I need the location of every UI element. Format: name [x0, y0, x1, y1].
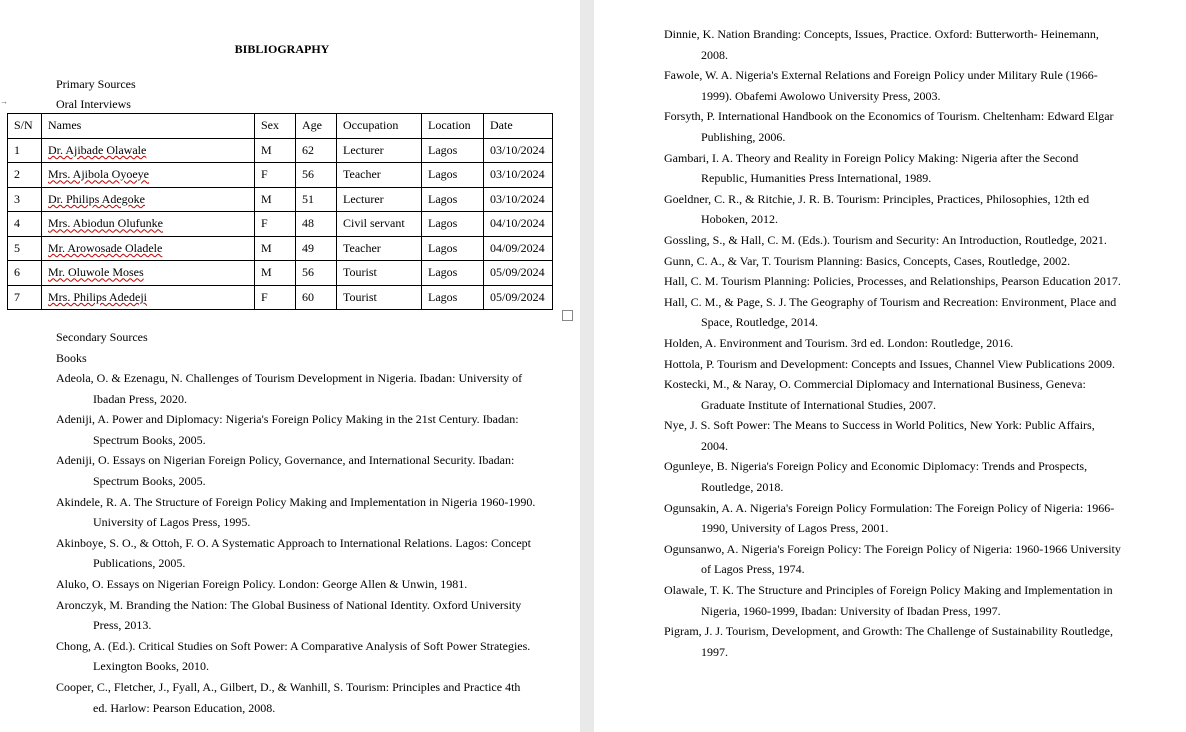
reference-entry: Gossling, S., & Hall, C. M. (Eds.). Tourism and Security: An Introduction, Routledge, 2021. — [664, 232, 1107, 247]
reference-entry: Chong, A. (Ed.). Critical Studies on Soft Power: A Comparative Analysis of Soft Power Strategies. Lexington Books, 2010. — [56, 638, 531, 674]
references-list-left — [56, 368, 536, 718]
sn-cell: 1 — [8, 138, 42, 163]
sex-cell: M — [255, 187, 296, 212]
header-cell: Location — [422, 114, 484, 139]
age-cell: 48 — [296, 212, 337, 237]
occupation-cell: Tourist — [337, 285, 422, 310]
sex-cell: M — [255, 138, 296, 163]
table-row — [8, 212, 553, 237]
reference-entry: Kostecki, M., & Naray, O. Commercial Diplomacy and International Business, Geneva: Graduate Institute of International Studies, 2007. — [664, 377, 1086, 412]
age-cell: 51 — [296, 187, 337, 212]
reference-entry: Dinnie, K. Nation Branding: Concepts, Issues, Practice. Oxford: Butterworth- Heinemann, 2008. — [664, 27, 1099, 62]
date-cell: 03/10/2024 — [484, 138, 553, 163]
header-cell: Date — [484, 114, 553, 139]
reference-entry: Hottola, P. Tourism and Development: Concepts and Issues, Channel View Publications 2009. — [664, 356, 1115, 371]
reference-entry: Holden, A. Environment and Tourism. 3rd ed. London: Routledge, 2016. — [664, 335, 1014, 350]
location-cell: Lagos — [422, 261, 484, 286]
sn-cell: 7 — [8, 285, 42, 310]
location-cell: Lagos — [422, 212, 484, 237]
header-cell: Occupation — [337, 114, 422, 139]
table-row — [8, 138, 553, 163]
reference-entry: Gunn, C. A., & Var, T. Tourism Planning: Basics, Concepts, Cases, Routledge, 2002. — [664, 253, 1071, 268]
reference-entry: Akindele, R. A. The Structure of Foreign Policy Making and Implementation in Nigeria 1960-1990. University of Lagos Press, 1995. — [56, 494, 536, 530]
oral-interviews-table[interactable] — [7, 113, 553, 310]
bibliography-title: BIBLIOGRAPHY — [234, 42, 330, 56]
date-cell: 05/09/2024 — [484, 285, 553, 310]
date-cell: 03/10/2024 — [484, 187, 553, 212]
references-list-right — [664, 24, 1124, 662]
reference-entry: Aronczyk, M. Branding the Nation: The Global Business of National Identity. Oxford University Press, 2013. — [56, 597, 522, 633]
reference-entry: Akinboye, S. O., & Ottoh, F. O. A Systematic Approach to International Relations. Lagos: Concept Publications, 2005. — [56, 535, 531, 571]
reference-entry: Ogunsakin, A. A. Nigeria's Foreign Policy Formulation: The Foreign Policy of Nigeria: 1966-1990, University of Lagos Press, 2001. — [664, 500, 1115, 536]
date-cell: 04/09/2024 — [484, 236, 553, 261]
table-resize-handle[interactable] — [562, 310, 573, 321]
age-cell: 60 — [296, 285, 337, 310]
table-row — [8, 187, 553, 212]
name-cell: Mrs. Abiodun Olufunke — [42, 212, 255, 237]
name-cell: Mrs. Philips Adedeji — [42, 285, 255, 310]
reference-entry: Ogunleye, B. Nigeria's Foreign Policy and Economic Diplomacy: Trends and Prospects, Routledge, 2018. — [664, 459, 1088, 495]
name-cell: Mr. Arowosade Oladele — [42, 236, 255, 261]
reference-entry: Ogunsanwo, A. Nigeria's Foreign Policy: The Foreign Policy of Nigeria: 1960-1966 University of Lagos Press, 1974. — [664, 541, 1121, 577]
name-cell: Dr. Ajibade Olawale — [42, 138, 255, 163]
sn-cell: 3 — [8, 187, 42, 212]
name-cell: Mr. Oluwole Moses — [42, 261, 255, 286]
occupation-cell: Tourist — [337, 261, 422, 286]
sn-cell: 5 — [8, 236, 42, 261]
occupation-cell: Teacher — [337, 236, 422, 261]
reference-entry: Adeniji, A. Power and Diplomacy: Nigeria's Foreign Policy Making in the 21st Century. Ibadan: Spectrum Books, 2005. — [56, 412, 519, 447]
table-anchor-icon: → — [0, 97, 8, 106]
reference-entry: Hall, C. M., & Page, S. J. The Geography of Tourism and Recreation: Environment, Place and Space, Routledge, 2014. — [664, 294, 1117, 330]
sex-cell: F — [255, 163, 296, 188]
document-page-right[interactable] — [594, 0, 1186, 732]
age-cell: 49 — [296, 236, 337, 261]
reference-entry: Olawale, T. K. The Structure and Principles of Foreign Policy Making and Implementation in Nigeria, 1960-1999, Ibadan: University of Ibadan Press, 1997. — [664, 583, 1113, 618]
header-cell: Age — [296, 114, 337, 139]
reference-entry: Forsyth, P. International Handbook on the Economics of Tourism. Cheltenham: Edward Elgar Publishing, 2006. — [664, 109, 1114, 144]
reference-entry: Adeola, O. & Ezenagu, N. Challenges of Tourism Development in Nigeria. Ibadan: University of Ibadan Press, 2020. — [56, 371, 523, 406]
document-page-left[interactable] — [0, 0, 580, 732]
header-cell: Names — [42, 114, 255, 139]
table-row — [8, 261, 553, 286]
age-cell: 56 — [296, 261, 337, 286]
reference-entry: Pigram, J. J. Tourism, Development, and Growth: The Challenge of Sustainability Routledge, 1997. — [664, 624, 1113, 659]
sex-cell: F — [255, 212, 296, 237]
age-cell: 62 — [296, 138, 337, 163]
table-header-row — [8, 114, 553, 139]
reference-entry: Cooper, C., Fletcher, J., Fyall, A., Gilbert, D., & Wanhill, S. Tourism: Principles and Practice 4th ed. Harlow: Pearson Education, 2008. — [56, 679, 521, 715]
location-cell: Lagos — [422, 236, 484, 261]
date-cell: 05/09/2024 — [484, 261, 553, 286]
location-cell: Lagos — [422, 285, 484, 310]
sn-cell: 4 — [8, 212, 42, 237]
sex-cell: F — [255, 285, 296, 310]
date-cell: 03/10/2024 — [484, 163, 553, 188]
reference-entry: Aluko, O. Essays on Nigerian Foreign Policy. London: George Allen & Unwin, 1981. — [56, 576, 468, 591]
primary-sources-heading: Primary Sources — [56, 77, 136, 91]
table-row — [8, 163, 553, 188]
oral-interviews-heading: Oral Interviews — [56, 97, 131, 111]
reference-entry: Fawole, W. A. Nigeria's External Relations and Foreign Policy under Military Rule (1966-1999). Obafemi Awolowo University Press, 2003. — [664, 68, 1098, 103]
header-cell: S/N — [8, 114, 42, 139]
table-row — [8, 236, 553, 261]
secondary-sources-heading: Secondary Sources — [56, 330, 148, 344]
header-cell: Sex — [255, 114, 296, 139]
date-cell: 04/10/2024 — [484, 212, 553, 237]
reference-entry: Nye, J. S. Soft Power: The Means to Success in World Politics, New York: Public Affairs, 2004. — [664, 418, 1095, 453]
occupation-cell: Civil servant — [337, 212, 422, 237]
occupation-cell: Lecturer — [337, 138, 422, 163]
books-heading: Books — [56, 351, 87, 365]
location-cell: Lagos — [422, 138, 484, 163]
reference-entry: Goeldner, C. R., & Ritchie, J. R. B. Tourism: Principles, Practices, Philosophies, 12th ed Hoboken, 2012. — [664, 191, 1090, 227]
reference-entry: Hall, C. M. Tourism Planning: Policies, Processes, and Relationships, Pearson Education 2017. — [664, 274, 1121, 289]
sex-cell: M — [255, 236, 296, 261]
age-cell: 56 — [296, 163, 337, 188]
sn-cell: 6 — [8, 261, 42, 286]
location-cell: Lagos — [422, 187, 484, 212]
name-cell: Dr. Philips Adegoke — [42, 187, 255, 212]
location-cell: Lagos — [422, 163, 484, 188]
reference-entry: Gambari, I. A. Theory and Reality in Foreign Policy Making: Nigeria after the Second Republic, Humanities Press International, 1989. — [664, 150, 1079, 186]
occupation-cell: Lecturer — [337, 187, 422, 212]
table-row — [8, 285, 553, 310]
sn-cell: 2 — [8, 163, 42, 188]
reference-entry: Adeniji, O. Essays on Nigerian Foreign Policy, Governance, and International Security. Ibadan: Spectrum Books, 2005. — [56, 453, 515, 488]
name-cell: Mrs. Ajibola Oyoeye — [42, 163, 255, 188]
sex-cell: M — [255, 261, 296, 286]
occupation-cell: Teacher — [337, 163, 422, 188]
